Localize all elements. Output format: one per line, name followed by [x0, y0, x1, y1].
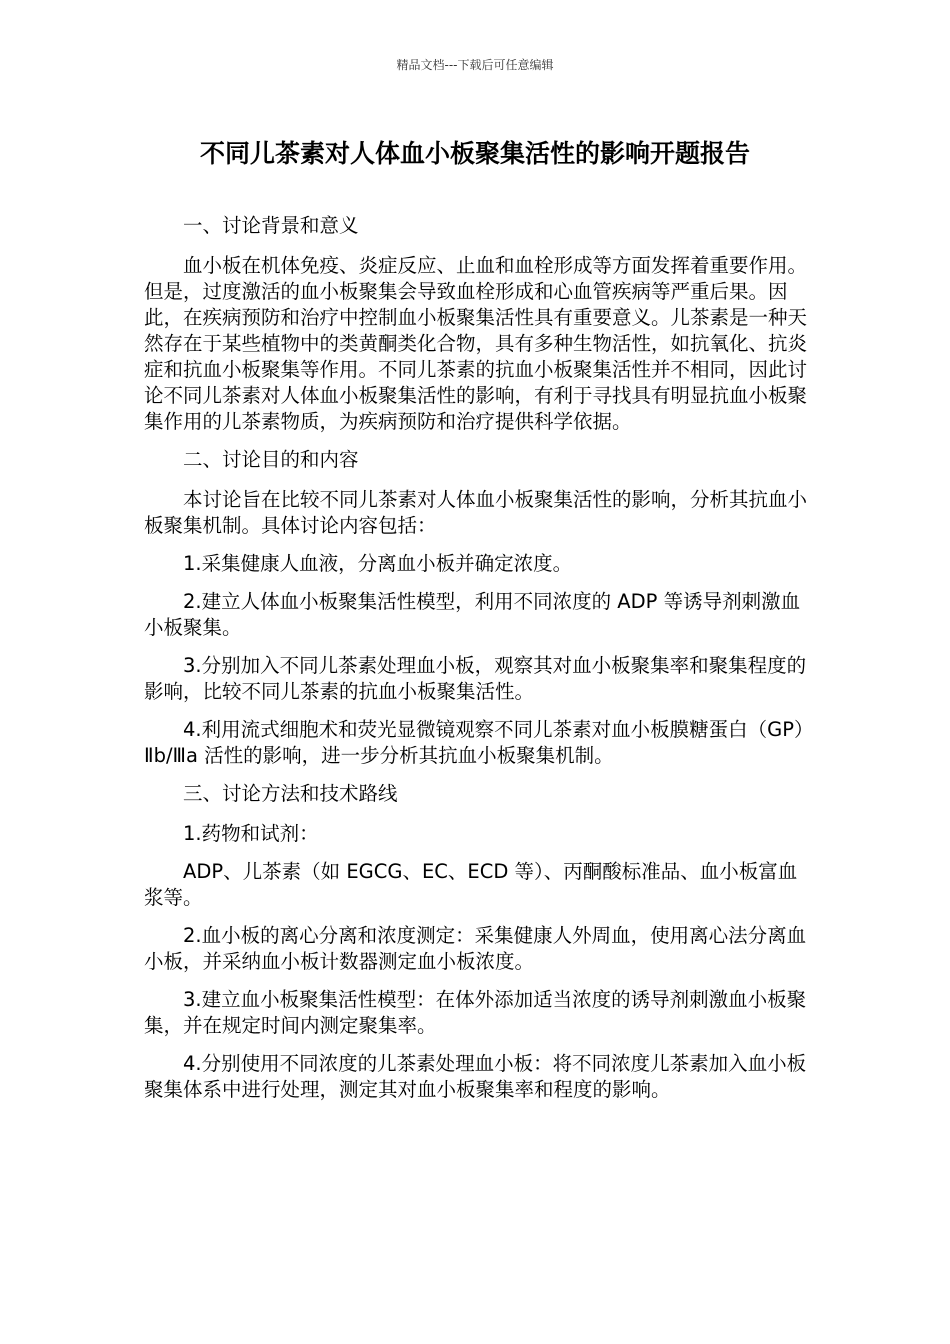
- paragraph-background: 血小板在机体免疫、炎症反应、止血和血栓形成等方面发挥着重要作用。但是，过度激活的血小板聚集会导致血栓形成和心血管疾病等严重后果。因此，在疾病预防和治疗中控制血小板聚集活性具有重要意义。儿茶素是一种天然存在于某些植物中的类黄酮类化合物，具有多种生物活性，如抗氧化、抗炎症和抗血小板聚集等作用。不同儿茶素的抗血小板聚集活性并不相同，因此讨论不同儿茶素对人体血小板聚集活性的影响，有利于寻找具有明显抗血小板聚集作用的儿茶素物质，为疾病预防和治疗提供科学依据。: [144, 254, 808, 433]
- section-heading-background: 一、讨论背景和意义: [183, 214, 359, 237]
- list-item-method-2: 2.血小板的离心分离和浓度测定：采集健康人外周血，使用离心法分离血小板，并采纳血小板计数器测定血小板浓度。: [144, 924, 807, 973]
- document-title: 不同儿茶素对人体血小板聚集活性的影响开题报告: [199, 139, 750, 168]
- list-item-method-4: 4.分别使用不同浓度的儿茶素处理血小板：将不同浓度儿茶素加入血小板聚集体系中进行处理，测定其对血小板聚集率和程度的影响。: [144, 1052, 807, 1101]
- list-item-objective-4: 4.利用流式细胞术和荧光显微镜观察不同儿茶素对血小板膜糖蛋白（GP）Ⅱb/Ⅲa 活性的影响，进一步分析其抗血小板聚集机制。: [144, 718, 804, 767]
- list-item-objective-3: 3.分别加入不同儿茶素处理血小板，观察其对血小板聚集率和聚集程度的影响，比较不同儿茶素的抗血小板聚集活性。: [144, 654, 807, 703]
- list-item-objective-2: 2.建立人体血小板聚集活性模型，利用不同浓度的 ADP 等诱导剂刺激血小板聚集。: [144, 590, 801, 639]
- paragraph-objectives-intro: 本讨论旨在比较不同儿茶素对人体血小板聚集活性的影响，分析其抗血小板聚集机制。具体讨论内容包括：: [144, 488, 808, 537]
- document-body: [144, 213, 808, 1115]
- section-heading-methods: 三、讨论方法和技术路线: [183, 782, 398, 805]
- paragraph-reagents: ADP、儿茶素（如 EGCG、EC、ECD 等）、丙酮酸标准品、血小板富血浆等。: [144, 860, 798, 909]
- header-note: 精品文档---下载后可任意编辑: [396, 58, 554, 72]
- list-item-objective-1: 1.采集健康人血液，分离血小板并确定浓度。: [183, 552, 573, 575]
- section-heading-objectives: 二、讨论目的和内容: [183, 448, 359, 471]
- list-item-method-3: 3.建立血小板聚集活性模型：在体外添加适当浓度的诱导剂刺激血小板聚集，并在规定时间内测定聚集率。: [144, 988, 807, 1037]
- list-item-method-1: 1.药物和试剂：: [183, 822, 319, 845]
